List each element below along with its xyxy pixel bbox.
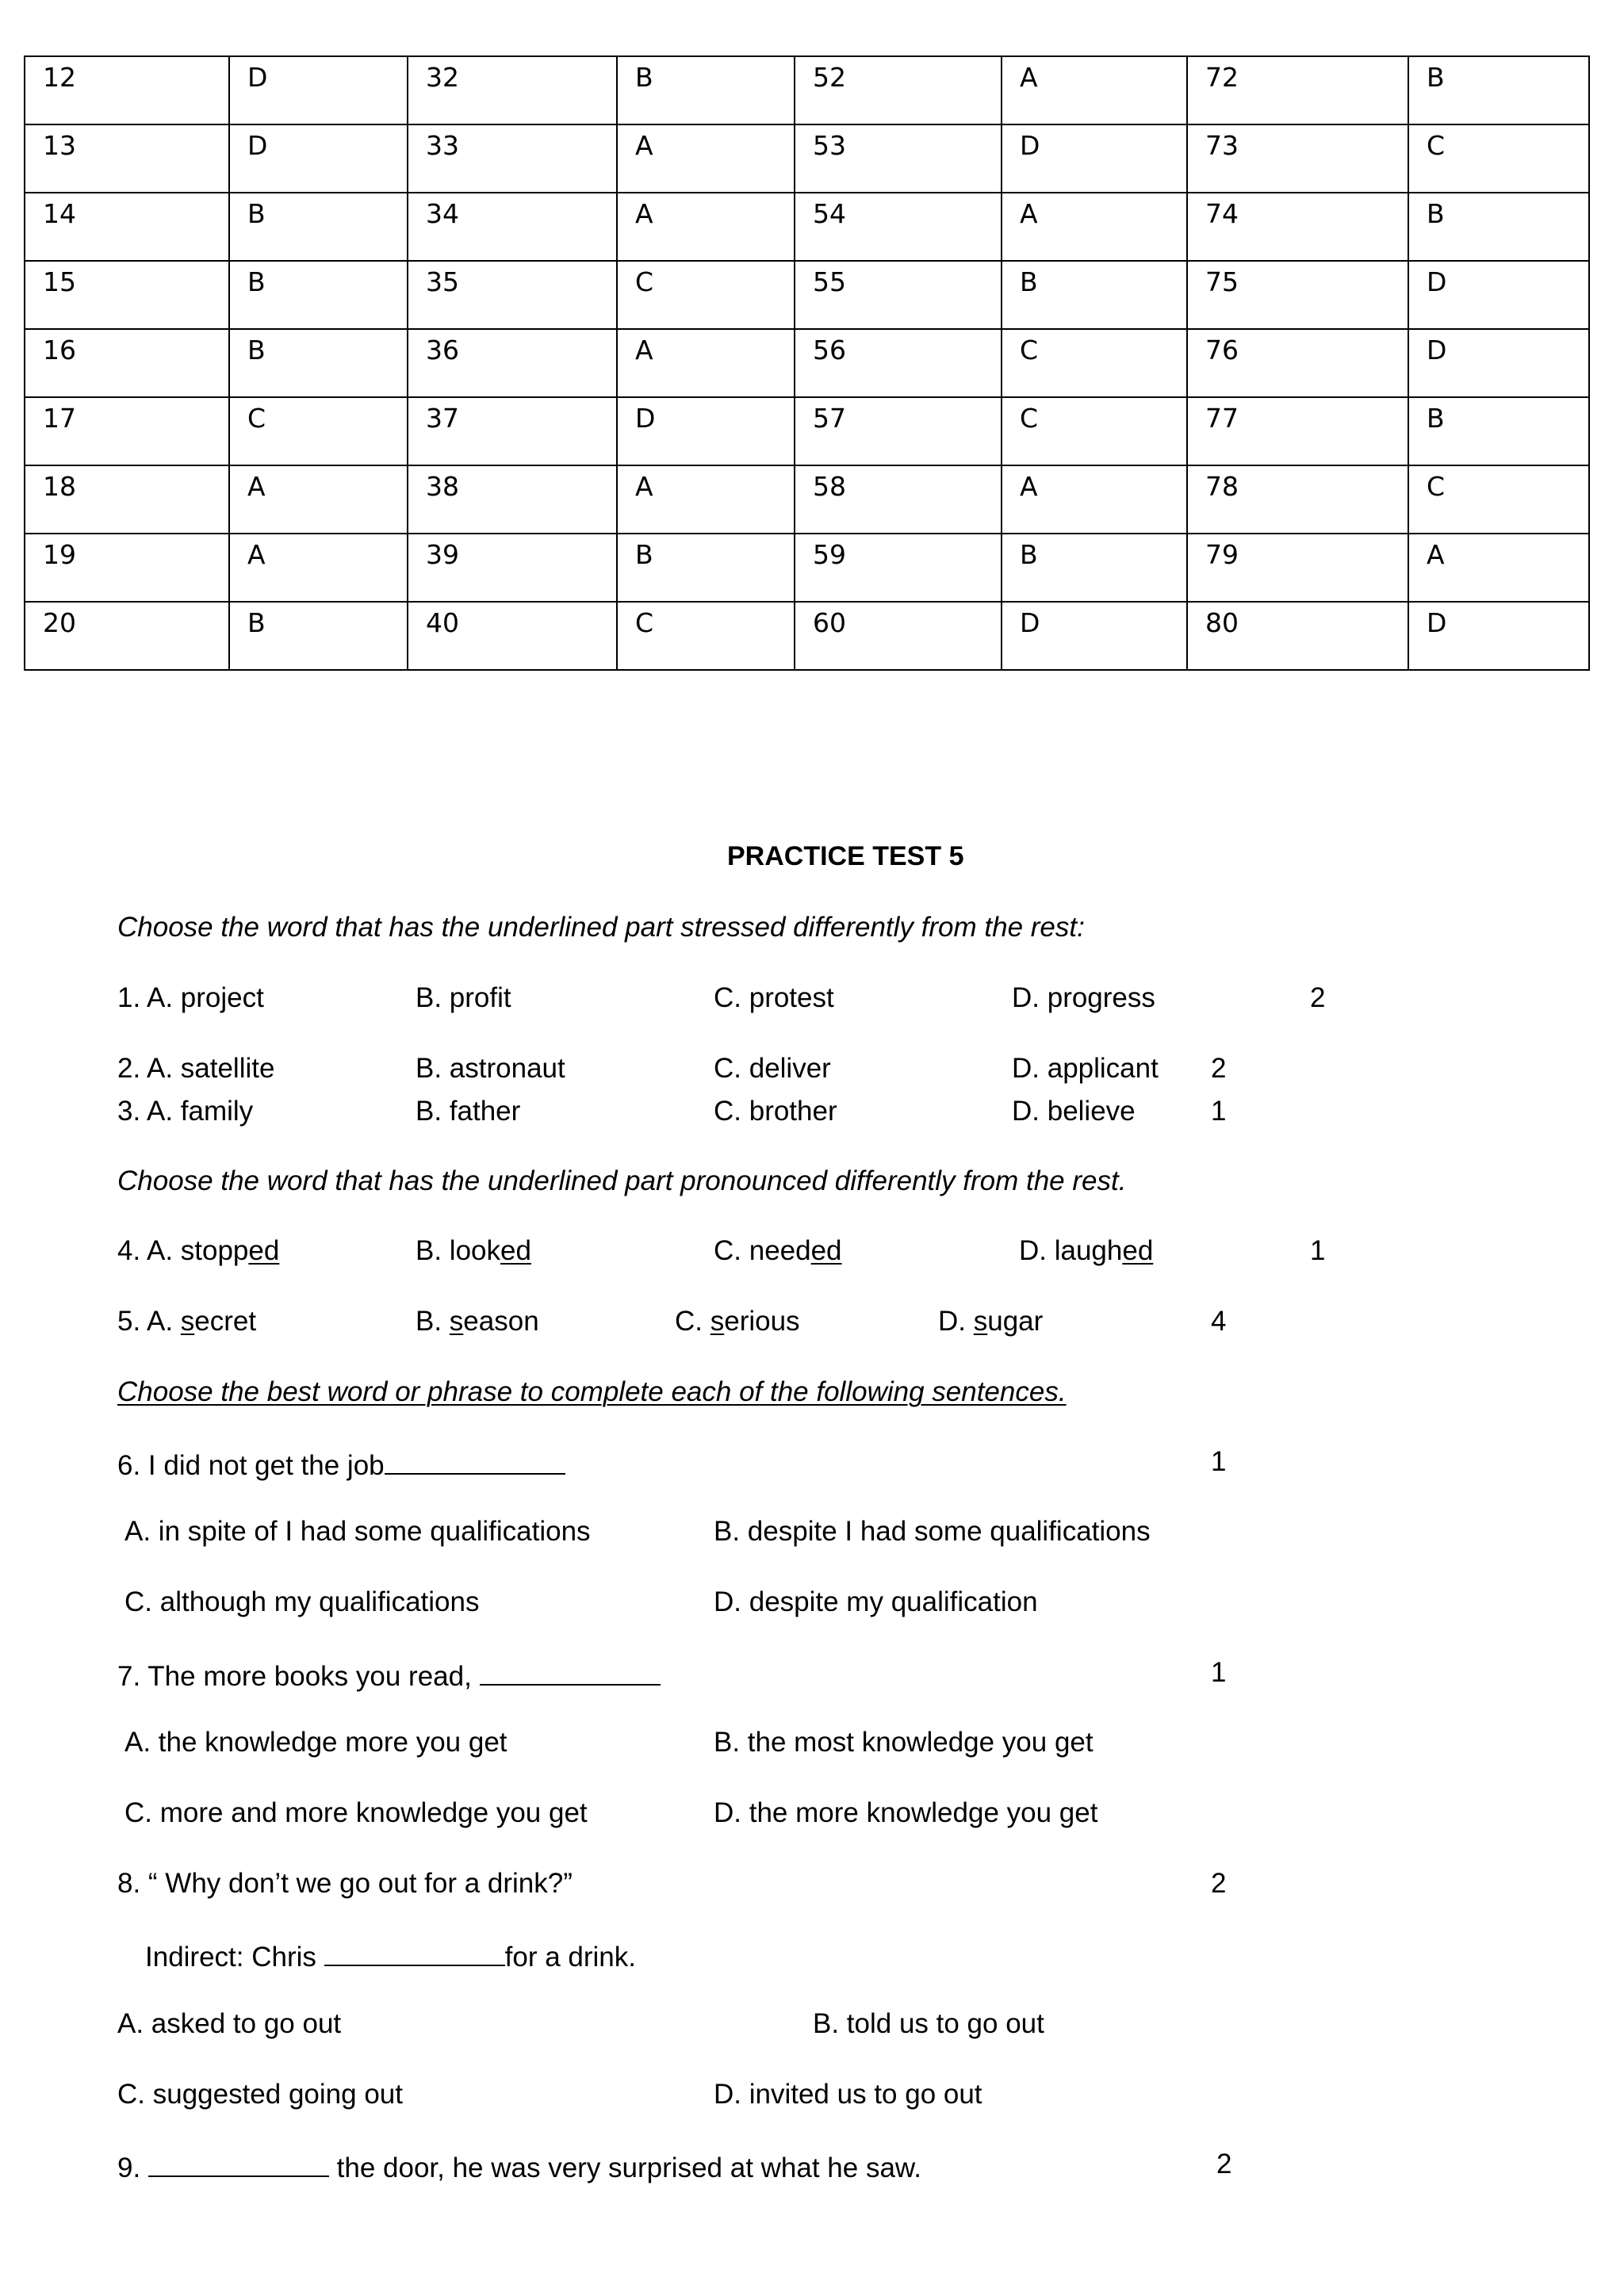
q3-option-d: D. believe — [1012, 1096, 1136, 1127]
q1-mark: 2 — [1310, 982, 1326, 1013]
q9-mark: 2 — [1216, 2149, 1232, 2179]
answer-letter-cell: A — [1002, 56, 1187, 124]
table-row — [25, 534, 1589, 602]
q4-option-b: B. looked — [416, 1235, 531, 1266]
question-number-cell: 75 — [1187, 261, 1408, 329]
question-number-cell: 72 — [1187, 56, 1408, 124]
q2-option-a: 2. A. satellite — [117, 1053, 275, 1084]
answer-letter-cell: D — [1002, 602, 1187, 670]
question-number-cell: 77 — [1187, 397, 1408, 465]
question-number-cell: 53 — [795, 124, 1002, 193]
page-title: PRACTICE TEST 5 — [727, 841, 964, 871]
question-number-cell: 59 — [795, 534, 1002, 602]
table-row — [25, 56, 1589, 124]
q3-option-b: B. father — [416, 1096, 521, 1127]
answer-blank — [324, 1939, 505, 1966]
q2-option-d: D. applicant — [1012, 1053, 1159, 1084]
question-number-cell: 32 — [408, 56, 617, 124]
q6-stem: 6. I did not get the job — [117, 1448, 565, 1479]
table-row — [25, 397, 1589, 465]
question-number-cell: 58 — [795, 465, 1002, 534]
q8-option-d: D. invited us to go out — [714, 2079, 982, 2110]
q9-stem: 9. the door, he was very surprised at what he saw. — [117, 2150, 921, 2182]
answer-letter-cell: A — [617, 465, 795, 534]
q6-option-b: B. despite I had some qualifications — [714, 1516, 1151, 1547]
question-number-cell: 36 — [408, 329, 617, 397]
q6-option-d: D. despite my qualification — [714, 1586, 1038, 1617]
answer-letter-cell: C — [1408, 124, 1589, 193]
q8-option-a: A. asked to go out — [117, 2008, 342, 2039]
answer-letter-cell: C — [229, 397, 408, 465]
q6-option-a: A. in spite of I had some qualifications — [124, 1516, 591, 1547]
question-number-cell: 35 — [408, 261, 617, 329]
table-row — [25, 261, 1589, 329]
q4-option-d: D. laughed — [1019, 1235, 1154, 1266]
question-number-cell: 14 — [25, 193, 229, 261]
answer-letter-cell: D — [229, 56, 408, 124]
q5-mark: 4 — [1211, 1306, 1227, 1337]
q1-option-b: B. profit — [416, 982, 511, 1013]
answer-key-body — [25, 56, 1589, 670]
table-row — [25, 124, 1589, 193]
q7-option-a: A. the knowledge more you get — [124, 1727, 508, 1758]
question-number-cell: 56 — [795, 329, 1002, 397]
q8-option-b: B. told us to go out — [813, 2008, 1044, 2039]
answer-letter-cell: B — [1002, 534, 1187, 602]
answer-letter-cell: D — [1002, 124, 1187, 193]
q7-option-d: D. the more knowledge you get — [714, 1797, 1098, 1828]
answer-letter-cell: B — [1408, 56, 1589, 124]
answer-letter-cell: D — [1408, 329, 1589, 397]
question-number-cell: 33 — [408, 124, 617, 193]
answer-letter-cell: A — [1002, 193, 1187, 261]
question-number-cell: 16 — [25, 329, 229, 397]
question-number-cell: 74 — [1187, 193, 1408, 261]
q7-mark: 1 — [1211, 1657, 1227, 1688]
answer-letter-cell: B — [617, 534, 795, 602]
q8-indirect: Indirect: Chris for a drink. — [145, 1939, 636, 1971]
question-number-cell: 40 — [408, 602, 617, 670]
q8-option-c: C. suggested going out — [117, 2079, 403, 2110]
question-number-cell: 19 — [25, 534, 229, 602]
question-number-cell: 76 — [1187, 329, 1408, 397]
question-number-cell: 39 — [408, 534, 617, 602]
answer-letter-cell: A — [229, 465, 408, 534]
question-number-cell: 78 — [1187, 465, 1408, 534]
question-number-cell: 57 — [795, 397, 1002, 465]
question-number-cell: 12 — [25, 56, 229, 124]
q4-option-a: 4. A. stopped — [117, 1235, 280, 1266]
question-number-cell: 52 — [795, 56, 1002, 124]
question-number-cell: 55 — [795, 261, 1002, 329]
answer-letter-cell: B — [229, 193, 408, 261]
answer-key-table — [24, 55, 1590, 671]
q6-mark: 1 — [1211, 1446, 1227, 1477]
q1-option-c: C. protest — [714, 982, 834, 1013]
answer-letter-cell: B — [1408, 193, 1589, 261]
instruction-pronunciation: Choose the word that has the underlined part pronounced differently from the rest. — [117, 1165, 1127, 1196]
answer-letter-cell: A — [617, 124, 795, 193]
answer-letter-cell: C — [617, 261, 795, 329]
question-number-cell: 34 — [408, 193, 617, 261]
q3-option-a: 3. A. family — [117, 1096, 254, 1127]
question-number-cell: 37 — [408, 397, 617, 465]
answer-letter-cell: B — [229, 261, 408, 329]
answer-blank — [480, 1659, 661, 1686]
q7-option-b: B. the most knowledge you get — [714, 1727, 1094, 1758]
question-number-cell: 20 — [25, 602, 229, 670]
table-row — [25, 602, 1589, 670]
q4-option-c: C. needed — [714, 1235, 842, 1266]
q3-option-c: C. brother — [714, 1096, 837, 1127]
q7-option-c: C. more and more knowledge you get — [124, 1797, 588, 1828]
answer-letter-cell: D — [229, 124, 408, 193]
question-number-cell: 54 — [795, 193, 1002, 261]
question-number-cell: 79 — [1187, 534, 1408, 602]
question-number-cell: 60 — [795, 602, 1002, 670]
answer-letter-cell: D — [1408, 261, 1589, 329]
answer-letter-cell: A — [617, 329, 795, 397]
q5-option-b: B. season — [416, 1306, 539, 1337]
q4-mark: 1 — [1310, 1235, 1326, 1266]
answer-letter-cell: C — [1408, 465, 1589, 534]
instruction-stress: Choose the word that has the underlined part stressed differently from the rest: — [117, 912, 1085, 943]
answer-blank — [148, 2150, 329, 2177]
answer-letter-cell: A — [617, 193, 795, 261]
q2-option-c: C. deliver — [714, 1053, 831, 1084]
table-row — [25, 465, 1589, 534]
answer-letter-cell: B — [1408, 397, 1589, 465]
q3-mark: 1 — [1211, 1096, 1227, 1127]
q8-mark: 2 — [1211, 1868, 1227, 1899]
answer-letter-cell: D — [617, 397, 795, 465]
answer-letter-cell: A — [229, 534, 408, 602]
q5-option-d: D. sugar — [938, 1306, 1044, 1337]
answer-blank — [385, 1448, 565, 1475]
question-number-cell: 17 — [25, 397, 229, 465]
q1-option-d: D. progress — [1012, 982, 1155, 1013]
q2-option-b: B. astronaut — [416, 1053, 565, 1084]
answer-letter-cell: A — [1408, 534, 1589, 602]
question-number-cell: 15 — [25, 261, 229, 329]
q5-option-c: C. serious — [675, 1306, 800, 1337]
answer-letter-cell: C — [1002, 329, 1187, 397]
question-number-cell: 38 — [408, 465, 617, 534]
question-number-cell: 80 — [1187, 602, 1408, 670]
answer-letter-cell: B — [1002, 261, 1187, 329]
question-number-cell: 73 — [1187, 124, 1408, 193]
q8-stem: 8. “ Why don’t we go out for a drink?” — [117, 1868, 573, 1899]
answer-letter-cell: B — [229, 602, 408, 670]
q5-option-a: 5. A. secret — [117, 1306, 257, 1337]
table-row — [25, 329, 1589, 397]
answer-letter-cell: B — [229, 329, 408, 397]
q1-option-a: 1. A. project — [117, 982, 264, 1013]
answer-letter-cell: C — [617, 602, 795, 670]
answer-letter-cell: D — [1408, 602, 1589, 670]
answer-letter-cell: B — [617, 56, 795, 124]
question-number-cell: 18 — [25, 465, 229, 534]
answer-letter-cell: A — [1002, 465, 1187, 534]
question-number-cell: 13 — [25, 124, 229, 193]
instruction-best-word: Choose the best word or phrase to complete each of the following sentences. — [117, 1376, 1067, 1407]
q7-stem: 7. The more books you read, — [117, 1659, 661, 1690]
table-row — [25, 193, 1589, 261]
q6-option-c: C. although my qualifications — [124, 1586, 480, 1617]
answer-letter-cell: C — [1002, 397, 1187, 465]
q2-mark: 2 — [1211, 1053, 1227, 1084]
